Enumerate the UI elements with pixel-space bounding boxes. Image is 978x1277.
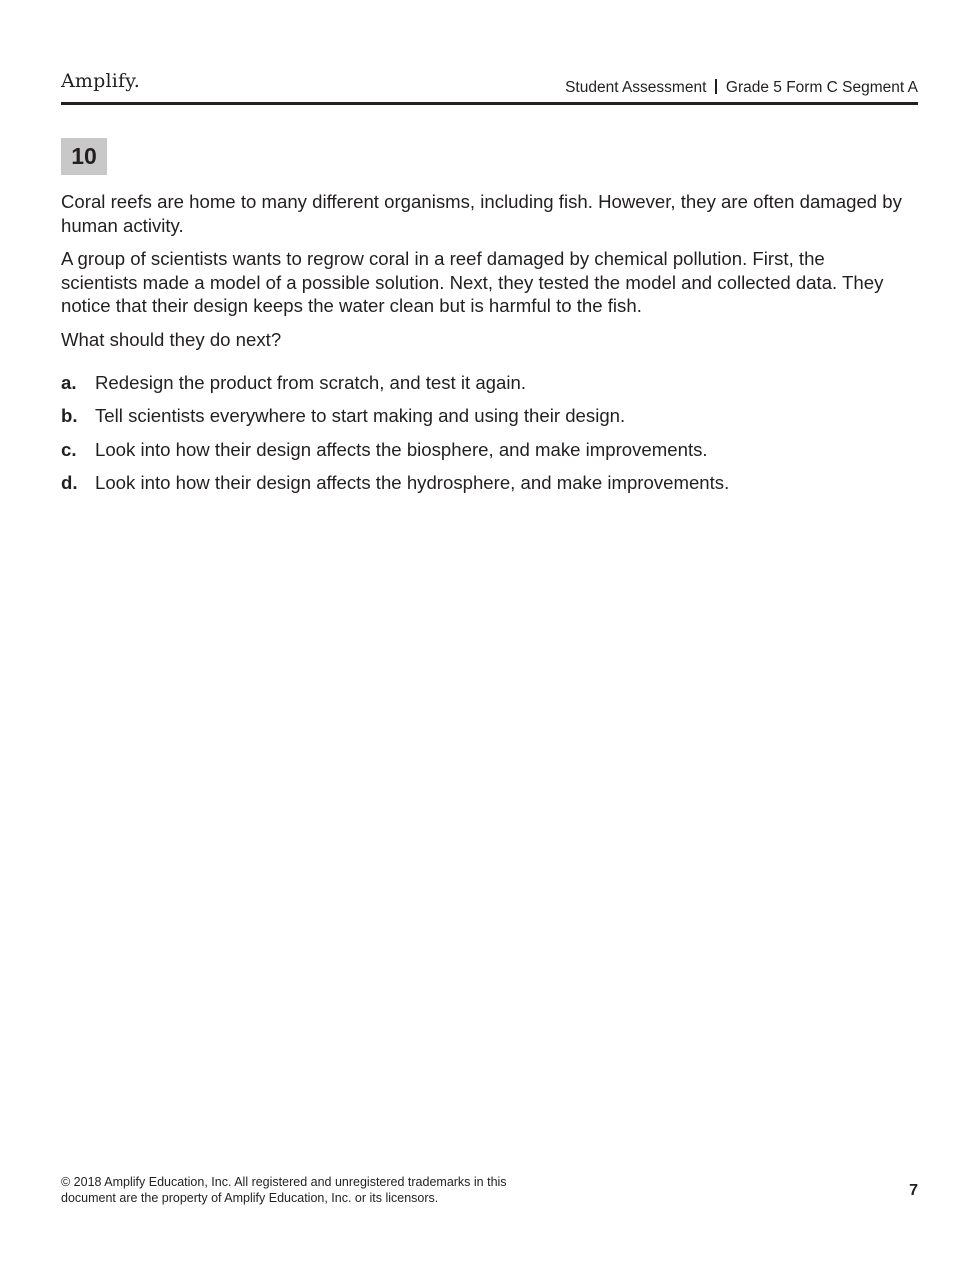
amplify-logo: Amplify. — [61, 70, 140, 92]
page-number: 7 — [909, 1182, 918, 1199]
copyright-line: © 2018 Amplify Education, Inc. All registered and unregistered trademarks in this — [61, 1175, 507, 1189]
answer-option-c[interactable] — [61, 438, 918, 471]
option-text: Look into how their design affects the hydrosphere, and make improvements. — [95, 471, 730, 493]
question-stem — [61, 190, 906, 361]
answer-options — [61, 371, 918, 504]
answer-option-a[interactable] — [61, 371, 918, 404]
page-header — [61, 66, 918, 105]
question-paragraph: A group of scientists wants to regrow coral in a reef damaged by chemical pollution. First, the scientists made a model of a possible solution. Next, they tested the model and collected data. They notice that their design keeps the water clean but is harmful to the fish. — [61, 248, 884, 316]
assessment-title: Student Assessment — [565, 79, 707, 96]
option-letter: d. — [61, 471, 78, 493]
header-divider — [715, 79, 717, 94]
assessment-info — [565, 79, 918, 97]
answer-option-d[interactable] — [61, 471, 918, 504]
option-text: Look into how their design affects the biosphere, and make improvements. — [95, 438, 708, 460]
assessment-form: Grade 5 Form C Segment A — [725, 79, 918, 96]
option-letter: c. — [61, 438, 77, 460]
option-letter: b. — [61, 405, 78, 427]
question-number-badge: 10 — [61, 138, 107, 175]
option-letter: a. — [61, 372, 77, 393]
option-text: Tell scientists everywhere to start making and using their design. — [95, 405, 626, 427]
question-prompt: What should they do next? — [61, 328, 282, 350]
question-paragraph: Coral reefs are home to many different organisms, including fish. However, they are often damaged by human activity. — [61, 191, 902, 236]
option-text: Redesign the product from scratch, and test it again. — [95, 372, 526, 393]
answer-option-b[interactable] — [61, 404, 918, 437]
copyright-line: document are the property of Amplify Education, Inc. or its licensors. — [61, 1191, 439, 1205]
copyright-notice — [61, 1174, 581, 1206]
